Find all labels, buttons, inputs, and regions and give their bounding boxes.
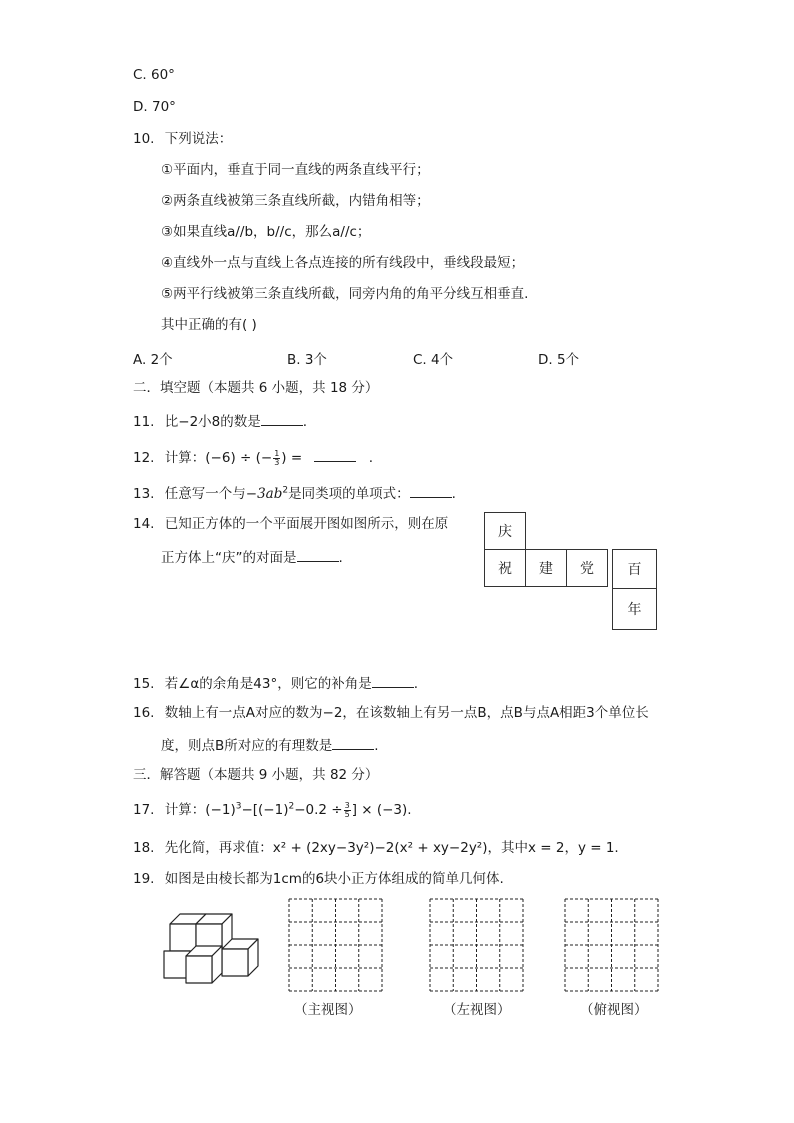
q16-text-2: 度，则点B所对应的有理数是 bbox=[161, 738, 333, 754]
q17-exp-1: 3 bbox=[235, 801, 242, 812]
q12-fraction bbox=[273, 450, 280, 467]
q11 bbox=[133, 411, 307, 431]
q10-item-4: ④直线外一点与直线上各点连接的所有线段中，垂线段最短； bbox=[161, 255, 525, 271]
q16-text-1: 数轴上有一点A对应的数为−2，在该数轴上有另一点B，点B与点A相距3个单位长 bbox=[164, 705, 649, 721]
cube-net-figure bbox=[484, 512, 659, 632]
q11-text: 比−2小8的数是 bbox=[164, 414, 261, 430]
q18-number: 18. bbox=[133, 840, 155, 856]
top-view-grid bbox=[564, 898, 659, 992]
q11-number: 11. bbox=[133, 414, 155, 430]
q12-answer-blank[interactable] bbox=[314, 447, 356, 462]
q17-text: 计算：(−1) bbox=[164, 802, 236, 818]
net-cell-nian: 年 bbox=[612, 588, 657, 630]
q10-item-3: ③如果直线a//b，b//c，那么a//c； bbox=[161, 224, 371, 240]
q14-line-1 bbox=[133, 515, 448, 533]
q13-period: . bbox=[451, 486, 456, 502]
q12-fraction-denominator: 3 bbox=[274, 457, 280, 467]
q12-text: 计算：(−6) ÷ (− bbox=[164, 450, 273, 466]
q13 bbox=[133, 483, 456, 503]
q14-text-2: 正方体上“庆”的对面是 bbox=[161, 550, 297, 566]
net-cell-bai: 百 bbox=[612, 549, 657, 589]
q10-item-1: ①平面内，垂直于同一直线的两条直线平行； bbox=[161, 162, 430, 178]
q13-text-2: 是同类项的单项式： bbox=[288, 486, 410, 502]
q9-option-d: D. 70° bbox=[133, 99, 176, 115]
q15-number: 15. bbox=[133, 676, 155, 692]
q17-text-3: −0.2 ÷ bbox=[294, 802, 343, 818]
q10-ask: 其中正确的有( ) bbox=[161, 317, 257, 333]
q13-number: 13. bbox=[133, 486, 155, 502]
net-cell-qing: 庆 bbox=[484, 512, 526, 550]
left-view-grid bbox=[429, 898, 524, 992]
top-view-caption: （俯视图） bbox=[580, 1002, 648, 1018]
q17-exp-2: 2 bbox=[288, 801, 295, 812]
q16-answer-blank[interactable] bbox=[332, 735, 374, 750]
q17 bbox=[133, 801, 412, 819]
q14-answer-blank[interactable] bbox=[297, 547, 339, 562]
q13-exponent: 2 bbox=[282, 485, 289, 496]
q10-stem-text: 下列说法： bbox=[164, 131, 233, 147]
q10-number: 10. bbox=[133, 131, 155, 147]
q11-period: . bbox=[302, 414, 308, 430]
net-cell-dang: 党 bbox=[566, 549, 608, 587]
q17-text-2: −[(−1) bbox=[241, 802, 289, 818]
front-view-grid bbox=[288, 898, 383, 992]
q17-fraction-numerator: 3 bbox=[344, 800, 350, 810]
q14-period: . bbox=[338, 550, 343, 566]
q13-answer-blank[interactable] bbox=[410, 483, 452, 498]
q17-text-4: ] × (−3). bbox=[351, 802, 412, 818]
q10-option-b: B. 3个 bbox=[287, 352, 327, 368]
q16-period: . bbox=[374, 738, 379, 754]
q14-line-2 bbox=[161, 547, 343, 567]
q18-text: 先化简，再求值：x² + (2xy−3y²)−2(x² + xy−2y²)，其中x = 2，y = 1. bbox=[164, 840, 619, 856]
q17-fraction-denominator: 5 bbox=[344, 809, 350, 819]
q13-expression: −3ab bbox=[245, 486, 283, 502]
q10-item-2: ②两条直线被第三条直线所截，内错角相等； bbox=[161, 193, 430, 209]
q12 bbox=[133, 447, 373, 467]
q11-answer-blank[interactable] bbox=[261, 411, 303, 426]
section-3-heading: 三．解答题（本题共 9 小题，共 82 分） bbox=[133, 767, 379, 783]
q19-text: 如图是由棱长都为1cm的6块小正方体组成的简单几何体. bbox=[164, 871, 504, 887]
q12-number: 12. bbox=[133, 450, 155, 466]
front-view-caption: （主视图） bbox=[294, 1002, 362, 1018]
q16-line-1 bbox=[133, 704, 649, 722]
q17-number: 17. bbox=[133, 802, 155, 818]
net-cell-zhu: 祝 bbox=[484, 549, 526, 587]
q14-number: 14. bbox=[133, 516, 155, 532]
q15-period: . bbox=[413, 676, 419, 692]
q14-text-1: 已知正方体的一个平面展开图如图所示，则在原 bbox=[164, 516, 449, 532]
q19 bbox=[133, 870, 504, 888]
q10-option-c: C. 4个 bbox=[413, 352, 454, 368]
q12-fraction-numerator: 1 bbox=[274, 448, 280, 458]
q17-fraction bbox=[344, 802, 351, 819]
net-cell-jian: 建 bbox=[525, 549, 567, 587]
q9-option-c: C. 60° bbox=[133, 67, 175, 83]
q10-option-d: D. 5个 bbox=[538, 352, 580, 368]
q10-item-5: ⑤两平行线被第三条直线所截，同旁内角的角平分线互相垂直. bbox=[161, 286, 529, 302]
q19-number: 19. bbox=[133, 871, 155, 887]
cube-stack-figure bbox=[160, 908, 260, 984]
q10-stem bbox=[133, 130, 232, 148]
q15-answer-blank[interactable] bbox=[372, 673, 414, 688]
section-2-heading: 二．填空题（本题共 6 小题，共 18 分） bbox=[133, 380, 379, 396]
q12-equals: ) = bbox=[281, 450, 303, 466]
q18 bbox=[133, 839, 619, 857]
left-view-caption: （左视图） bbox=[443, 1002, 511, 1018]
q15-text: 若∠α的余角是43°，则它的补角是 bbox=[164, 676, 372, 692]
q13-text: 任意写一个与 bbox=[164, 486, 246, 502]
q16-line-2 bbox=[161, 735, 379, 755]
q10-option-a: A. 2个 bbox=[133, 352, 173, 368]
q16-number: 16. bbox=[133, 705, 155, 721]
q15 bbox=[133, 673, 418, 693]
q12-period: . bbox=[368, 450, 374, 466]
